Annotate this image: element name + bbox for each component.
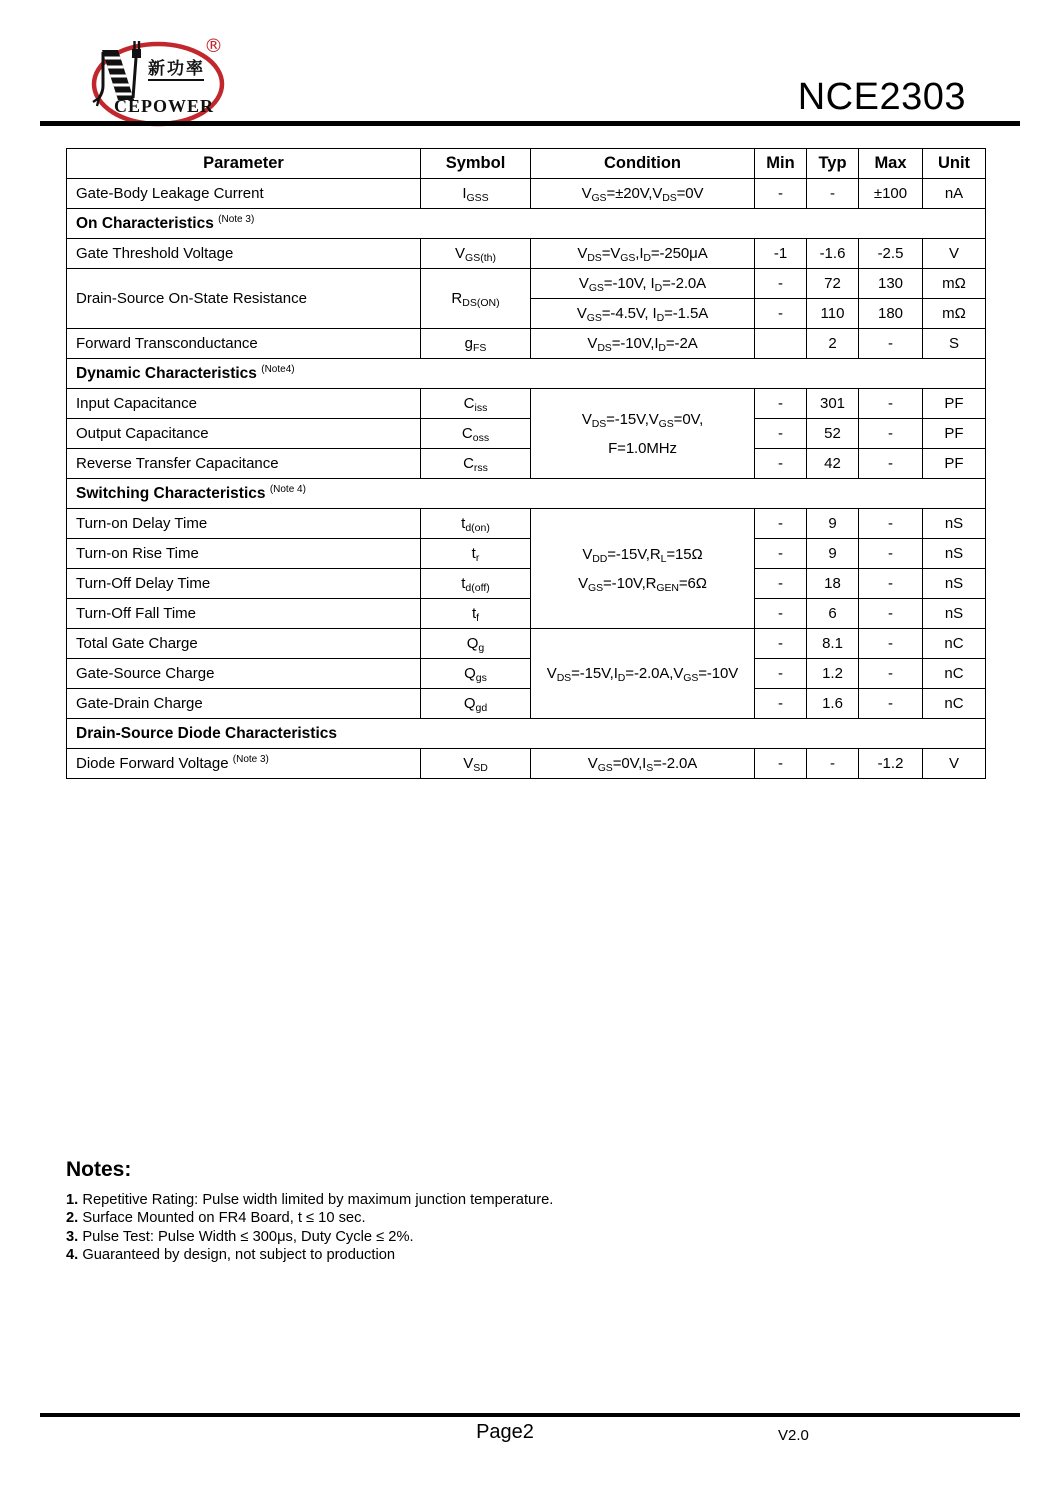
unit-cell: PF — [923, 389, 986, 419]
unit-cell: mΩ — [923, 299, 986, 329]
typ-cell: 18 — [807, 569, 859, 599]
max-cell: -1.2 — [859, 749, 923, 779]
symbol-cell: $I_{GSS}$ — [421, 179, 531, 209]
typ-cell: 9 — [807, 539, 859, 569]
symbol-cell: $C_{rss}$ — [421, 449, 531, 479]
max-cell: ±100 — [859, 179, 923, 209]
max-cell: - — [859, 419, 923, 449]
unit-cell: V — [923, 749, 986, 779]
symbol-cell: $C_{oss}$ — [421, 419, 531, 449]
max-cell: - — [859, 689, 923, 719]
table-row — [67, 629, 986, 659]
max-cell: - — [859, 629, 923, 659]
table-row — [67, 329, 986, 359]
parameter-cell: Turn-Off Fall Time — [67, 599, 421, 629]
section-header: Dynamic Characteristics $^{(Note4)}$ — [67, 359, 986, 389]
table-row — [67, 239, 986, 269]
parameter-cell: Diode Forward Voltage $^{(Note 3)}$ — [67, 749, 421, 779]
table-header-row — [67, 149, 986, 179]
max-cell: 130 — [859, 269, 923, 299]
symbol-cell: $t_r$ — [421, 539, 531, 569]
column-header-typ: Typ — [807, 149, 859, 179]
min-cell: - — [755, 419, 807, 449]
symbol-cell: $Q_g$ — [421, 629, 531, 659]
table-row — [67, 269, 986, 299]
typ-cell: 110 — [807, 299, 859, 329]
symbol-cell: $Q_{gs}$ — [421, 659, 531, 689]
parameter-cell: Turn-Off Delay Time — [67, 569, 421, 599]
symbol-cell: $V_{GS(th)}$ — [421, 239, 531, 269]
column-header-min: Min — [755, 149, 807, 179]
unit-cell: nS — [923, 599, 986, 629]
min-cell: - — [755, 599, 807, 629]
section-row — [67, 719, 986, 749]
table-row — [67, 569, 986, 599]
typ-cell: 52 — [807, 419, 859, 449]
min-cell: -1 — [755, 239, 807, 269]
min-cell: - — [755, 509, 807, 539]
symbol-cell: $Q_{gd}$ — [421, 689, 531, 719]
min-cell: - — [755, 269, 807, 299]
notes-list — [66, 1191, 766, 1264]
parameter-cell: Turn-on Rise Time — [67, 539, 421, 569]
typ-cell: 2 — [807, 329, 859, 359]
note-number: 3. — [66, 1228, 79, 1245]
condition-cell: $V_{DS}=V_{GS},I_D=-250\mu A$ — [531, 239, 755, 269]
symbol-cell: $R_{DS(ON)}$ — [421, 269, 531, 329]
ncepower-logo-icon — [86, 30, 246, 130]
symbol-cell: $t_{d(on)}$ — [421, 509, 531, 539]
parameter-cell: Gate-Source Charge — [67, 659, 421, 689]
table-row — [67, 659, 986, 689]
logo-underline — [148, 79, 204, 81]
unit-cell: nC — [923, 689, 986, 719]
page-title: NCE2303 — [797, 76, 966, 118]
condition-cell: $V_{GS}=-4.5V$, $I_D=-1.5A$ — [531, 299, 755, 329]
max-cell: -2.5 — [859, 239, 923, 269]
logo-chinese-text: 新功率 — [148, 59, 205, 79]
condition-cell: $V_{DD}=-15V,R_L=15\Omega$ $V_{GS}=-10V,R_{GEN}=6\Omega$ — [531, 509, 755, 629]
column-header-parameter: Parameter — [67, 149, 421, 179]
table-row — [67, 419, 986, 449]
section-header: Switching Characteristics $^{(Note 4)}$ — [67, 479, 986, 509]
unit-cell: nC — [923, 659, 986, 689]
header-rule — [40, 121, 1020, 126]
parameter-cell: Reverse Transfer Capacitance — [67, 449, 421, 479]
min-cell: - — [755, 449, 807, 479]
condition-cell: $V_{GS}=0V,I_S=-2.0A$ — [531, 749, 755, 779]
notes-section — [66, 1158, 766, 1264]
min-cell: - — [755, 569, 807, 599]
table-row — [67, 449, 986, 479]
symbol-cell: $t_{d(off)}$ — [421, 569, 531, 599]
note-number: 1. — [66, 1192, 79, 1208]
parameter-cell: Drain-Source On-State Resistance — [67, 269, 421, 329]
min-cell: - — [755, 689, 807, 719]
table-row — [67, 539, 986, 569]
table-row — [67, 389, 986, 419]
min-cell: - — [755, 659, 807, 689]
unit-cell: nC — [923, 629, 986, 659]
typ-cell: 301 — [807, 389, 859, 419]
note-item: 2. Surface Mounted on FR4 Board, t ≤ 10 sec. — [66, 1210, 366, 1227]
column-header-condition: Condition — [531, 149, 755, 179]
column-header-max: Max — [859, 149, 923, 179]
condition-cell: $V_{GS}=\pm 20V,V_{DS}=0V$ — [531, 179, 755, 209]
typ-cell: 8.1 — [807, 629, 859, 659]
typ-cell: 6 — [807, 599, 859, 629]
notes-heading: Notes: — [66, 1158, 132, 1181]
parameter-cell: Forward Transconductance — [67, 329, 421, 359]
column-header-symbol: Symbol — [421, 149, 531, 179]
min-cell: - — [755, 179, 807, 209]
footer-rule — [40, 1413, 1020, 1417]
unit-cell: V — [923, 239, 986, 269]
typ-cell: 1.2 — [807, 659, 859, 689]
registered-trademark-icon: ® — [204, 35, 223, 57]
parameter-cell: Total Gate Charge — [67, 629, 421, 659]
typ-cell: 72 — [807, 269, 859, 299]
min-cell: - — [755, 539, 807, 569]
page-number: Page2 — [476, 1421, 534, 1443]
condition-cell: $V_{DS}=-15V,I_D=-2.0A,V_{GS}=-10V$ — [531, 629, 755, 719]
condition-cell: $V_{DS}=-10V,I_D=-2A$ — [531, 329, 755, 359]
parameter-cell: Turn-on Delay Time — [67, 509, 421, 539]
typ-cell: - — [807, 749, 859, 779]
table-row — [67, 179, 986, 209]
condition-cell: $V_{DS}=-15V,V_{GS}=0V$, F=1.0MHz — [531, 389, 755, 479]
max-cell: - — [859, 659, 923, 689]
max-cell: - — [859, 599, 923, 629]
min-cell: - — [755, 749, 807, 779]
symbol-cell: $V_{SD}$ — [421, 749, 531, 779]
table-row — [67, 599, 986, 629]
symbol-cell: $t_f$ — [421, 599, 531, 629]
note-number: 2. — [66, 1210, 79, 1227]
symbol-cell: $C_{iss}$ — [421, 389, 531, 419]
parameter-cell: Input Capacitance — [67, 389, 421, 419]
unit-cell: PF — [923, 449, 986, 479]
max-cell: - — [859, 329, 923, 359]
max-cell: - — [859, 539, 923, 569]
typ-cell: 42 — [807, 449, 859, 479]
unit-cell: nS — [923, 569, 986, 599]
note-item: 1. Repetitive Rating: Pulse width limited by maximum junction temperature. — [66, 1192, 554, 1208]
unit-cell: S — [923, 329, 986, 359]
note-item: 3. Pulse Test: Pulse Width ≤ 300μs, Duty Cycle ≤ 2%. — [66, 1228, 414, 1245]
unit-cell: nS — [923, 509, 986, 539]
symbol-cell: $g_{FS}$ — [421, 329, 531, 359]
column-header-unit: Unit — [923, 149, 986, 179]
unit-cell: nS — [923, 539, 986, 569]
parameter-cell: Gate Threshold Voltage — [67, 239, 421, 269]
max-cell: - — [859, 509, 923, 539]
note-item: 4. Guaranteed by design, not subject to production — [66, 1246, 396, 1263]
note-number: 4. — [66, 1246, 79, 1263]
min-cell — [755, 329, 807, 359]
min-cell: - — [755, 299, 807, 329]
min-cell: - — [755, 389, 807, 419]
typ-cell: - — [807, 179, 859, 209]
parameter-cell: Gate-Drain Charge — [67, 689, 421, 719]
section-row — [67, 479, 986, 509]
unit-cell: nA — [923, 179, 986, 209]
section-header: On Characteristics $^{(Note 3)}$ — [67, 209, 986, 239]
section-row — [67, 209, 986, 239]
table-row — [67, 689, 986, 719]
ncepower-logo — [86, 30, 246, 130]
max-cell: - — [859, 569, 923, 599]
section-header: Drain-Source Diode Characteristics — [67, 719, 986, 749]
typ-cell: 1.6 — [807, 689, 859, 719]
logo-brand-text: CEPOWER — [114, 96, 215, 116]
max-cell: 180 — [859, 299, 923, 329]
table-row — [67, 749, 986, 779]
section-row — [67, 359, 986, 389]
unit-cell: mΩ — [923, 269, 986, 299]
version-label: V2.0 — [778, 1427, 809, 1444]
unit-cell: PF — [923, 419, 986, 449]
typ-cell: -1.6 — [807, 239, 859, 269]
condition-cell: $V_{GS}=-10V$, $I_D=-2.0A$ — [531, 269, 755, 299]
max-cell: - — [859, 389, 923, 419]
parameter-cell: Output Capacitance — [67, 419, 421, 449]
table-row — [67, 509, 986, 539]
min-cell: - — [755, 629, 807, 659]
typ-cell: 9 — [807, 509, 859, 539]
max-cell: - — [859, 449, 923, 479]
parameter-cell: Gate-Body Leakage Current — [67, 179, 421, 209]
characteristics-table — [66, 148, 986, 779]
